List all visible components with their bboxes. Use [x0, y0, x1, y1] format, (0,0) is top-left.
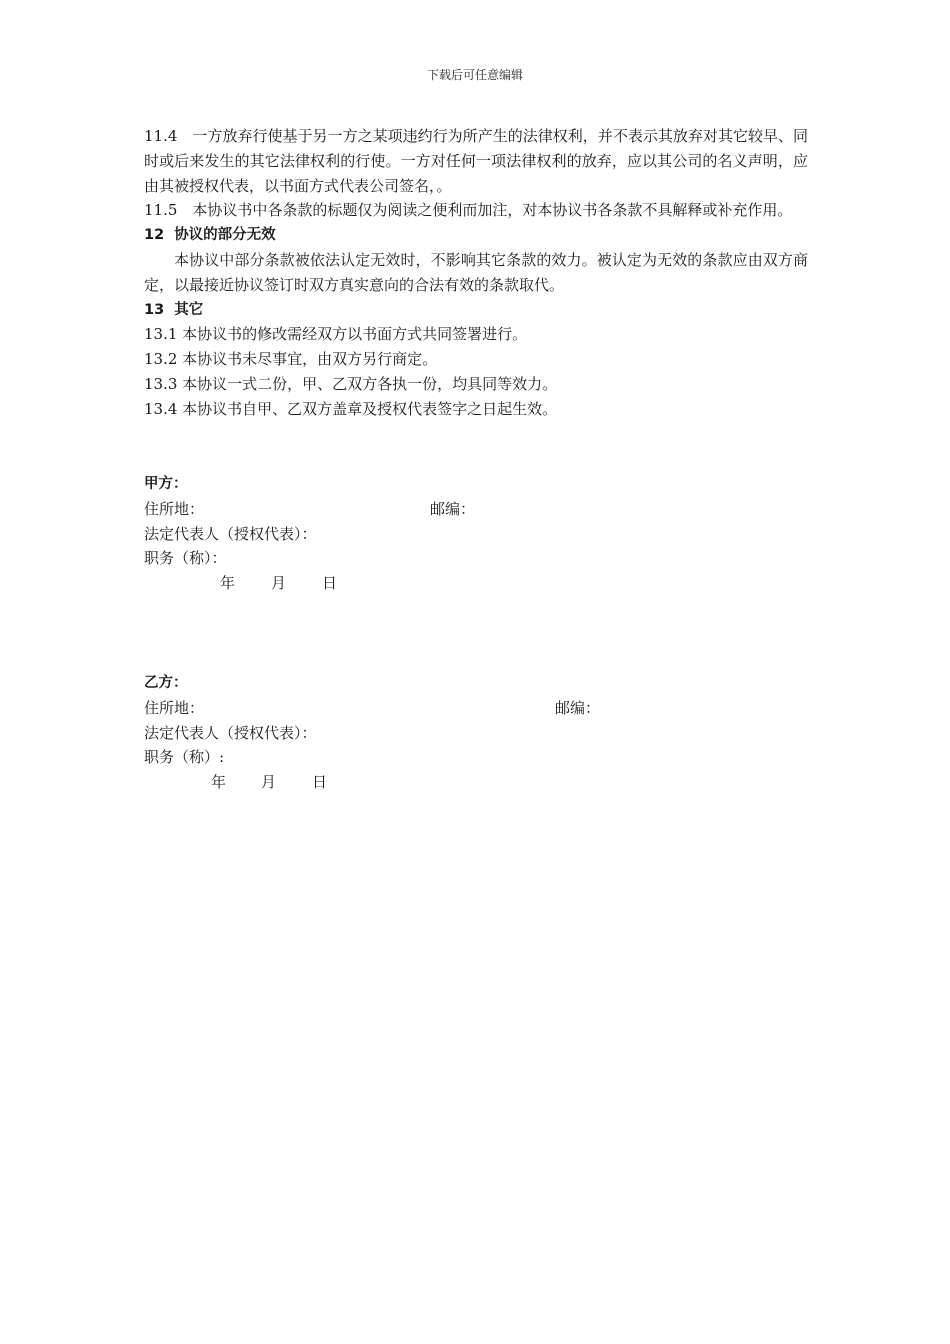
party-a-day-label: 日	[322, 574, 338, 593]
party-b-position-label: 职务（称）:	[144, 748, 225, 767]
party-a-block	[144, 472, 704, 596]
clause-13-2: 13.2 本协议书未尽事宜，由双方另行商定。	[144, 350, 438, 369]
section-13-heading	[144, 298, 808, 323]
party-b-day-label: 日	[312, 773, 328, 792]
clause-13-3: 13.3 本协议一式二份，甲、乙双方各执一份，均具同等效力。	[144, 374, 558, 393]
clause-11-5: 11.5 本协议书中各条款的标题仅为阅读之便利而加注，对本协议书各条款不具解释或补充作用。	[144, 201, 793, 220]
agreement-clauses	[144, 124, 808, 422]
clause-13-1: 13.1 本协议书的修改需经双方以书面方式共同签署进行。	[144, 325, 528, 344]
party-a-month-label: 月	[271, 574, 287, 593]
party-b-month-label: 月	[261, 773, 277, 792]
clause-13-4: 13.4 本协议书自甲、乙双方盖章及授权代表签字之日起生效。	[144, 399, 558, 418]
page-header-note: 下载后可任意编辑	[426, 68, 523, 82]
party-b-postcode-label: 邮编：	[555, 698, 601, 717]
section-13-title: 其它	[174, 301, 204, 318]
party-a-address-line	[144, 497, 704, 522]
section-12-heading	[144, 223, 808, 248]
party-a-year-label: 年	[220, 574, 236, 593]
party-a-postcode-label: 邮编：	[430, 499, 476, 518]
section-12-body: 本协议中部分条款被依法认定无效时，不影响其它条款的效力。被认定为无效的条款应由双方商定，以最接近协议签订时双方真实意向的合法有效的条款取代。	[144, 250, 808, 294]
party-b-title: 乙方：	[144, 675, 188, 691]
party-b-address-line	[144, 696, 704, 721]
party-b-rep-label: 法定代表人（授权代表）：	[144, 723, 317, 742]
party-a-position-label: 职务（称）：	[144, 549, 227, 568]
section-12-title: 协议的部分无效	[174, 227, 276, 244]
party-b-block	[144, 671, 704, 795]
party-a-title: 甲方：	[144, 476, 188, 492]
party-b-year-label: 年	[211, 773, 227, 792]
party-a-address-label: 住所地：	[144, 499, 205, 518]
section-12-number: 12	[144, 227, 165, 244]
party-b-address-label: 住所地：	[144, 698, 205, 717]
party-a-rep-label: 法定代表人（授权代表）：	[144, 524, 317, 543]
section-13-number: 13	[144, 301, 165, 318]
clause-11-4: 11.4 一方放弃行使基于另一方之某项违约行为所产生的法律权利，并不表示其放弃对其它较早、同时或后来发生的其它法律权利的行使。一方对任何一项法律权利的放弃，应以其公司的名义声明，应由其被授权代表，以书面方式代表公司签名，。	[144, 127, 808, 195]
party-a-date-line	[144, 571, 704, 596]
party-b-date-line	[144, 770, 704, 795]
